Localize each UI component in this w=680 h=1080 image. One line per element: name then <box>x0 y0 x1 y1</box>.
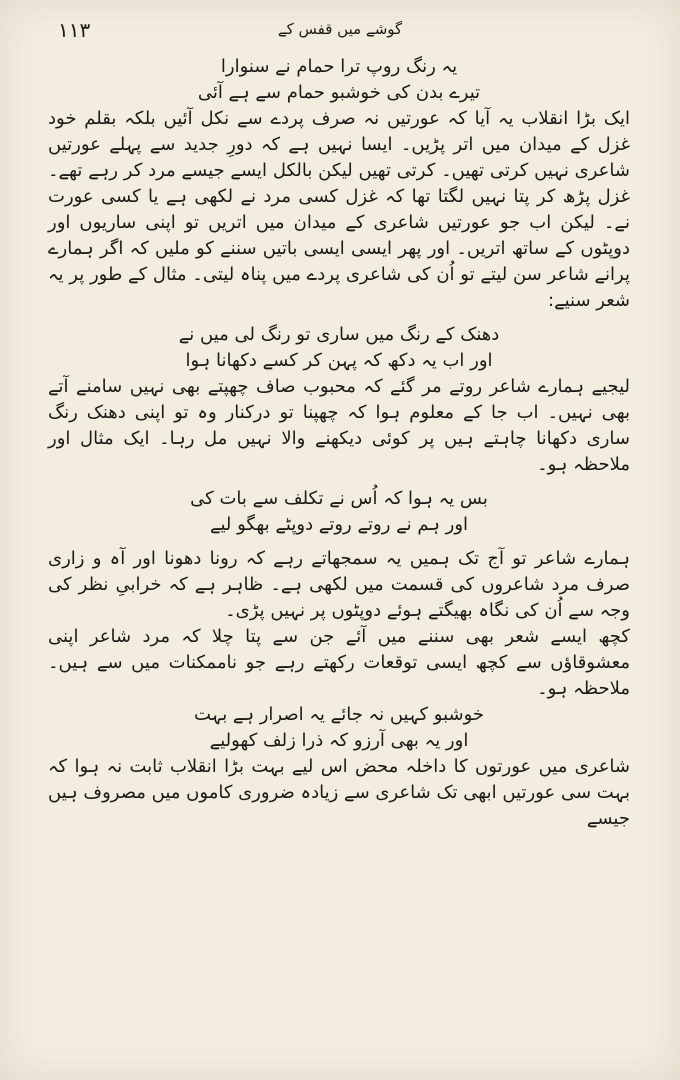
verse-line: یہ رنگ روپ ترا حمام نے سنوارا <box>220 56 458 77</box>
paragraph: کچھ ایسے شعر بھی سننے میں آئے جن سے پتا چلا کہ مرد شاعر اپنی معشوقاؤں سے کچھ ایسی توقعات رکھتے رہے جو ناممکنات میں سے ہیں۔ ملاحظہ ہو۔ <box>48 626 630 699</box>
page-body <box>48 54 630 1040</box>
verse-line: اور اب یہ دکھ کہ پہن کر کسے دکھانا ہوا <box>185 350 493 371</box>
verse-line: خوشبو کہیں نہ جائے یہ اصرار ہے بہت <box>193 704 485 725</box>
paragraph: شاعری میں عورتوں کا داخلہ محض اس لیے بہت بڑا انقلاب ثابت نہ ہوا کہ بہت سی عورتیں ابھی تک شاعری سے زیادہ ضروری کاموں میں مصروف ہیں جیسے <box>48 756 630 829</box>
verse-line: دھنک کے رنگ میں ساری تو رنگ لی میں نے <box>178 324 500 345</box>
paragraph: ایک بڑا انقلاب یہ آیا کہ عورتیں نہ صرف پردے سے نکل آئیں بلکہ بقلم خود غزل کے میدان میں اتر پڑیں۔ ایسا نہیں ہے کہ دورِ جدید سے پہلے عورتیں شاعری نہیں کرتی تھیں۔ کرتی تھیں لیکن بالکل ایسے جیسے مرد کر رہے تھے۔ غزل پڑھ کر پتا نہیں لگتا تھا کہ غزل کسی مرد نے لکھی ہے یا کسی عورت نے۔ لیکن اب جو عورتیں شاعری کے میدان میں اتریں تو اپنی ساریوں اور دوپٹوں کے ساتھ اتریں۔ اور پھر ایسی ایسی باتیں سننے کو ملیں کہ اگر ہمارے پرانے شاعر سن لیتے تو اُن کی شاعری پردے میں پناہ لیتی۔ مثال کے طور پر یہ شعر سنیے: <box>48 108 630 311</box>
verse-line: بس یہ ہوا کہ اُس نے تکلف سے بات کی <box>190 488 488 509</box>
running-header: گوشے میں قفس کے <box>277 20 403 38</box>
verse-line: اور ہم نے روتے روتے دوپٹے بھگو لیے <box>209 514 469 535</box>
paragraph: ہمارے شاعر تو آج تک ہمیں یہ سمجھاتے رہے کہ رونا دھونا اور آہ و زاری صرف مرد شاعروں کی قسمت میں لکھی ہے۔ ظاہر ہے کہ خرابیِ نظر کی وجہ سے اُن کی نگاہ بھیگتے ہوئے دوپٹوں پر نہیں پڑی۔ <box>48 548 630 621</box>
verse-line: اور یہ بھی آرزو کہ ذرا زلف کھولیے <box>209 730 469 751</box>
page-number: ۱۱۳ <box>58 18 91 42</box>
verse-line: تیرے بدن کی خوشبو حمام سے ہے آئی <box>197 82 481 103</box>
paragraph: لیجیے ہمارے شاعر روتے مر گئے کہ محبوب صاف چھپتے بھی نہیں سامنے آتے بھی نہیں۔ اب جا کے معلوم ہوا کہ چھپنا تو درکنار وہ تو اپنی دھنک رنگ ساری دکھانا چاہتے ہیں پر کوئی دیکھنے والا نہیں مل رہا۔ ایک مثال اور ملاحظہ ہو۔ <box>48 376 630 475</box>
